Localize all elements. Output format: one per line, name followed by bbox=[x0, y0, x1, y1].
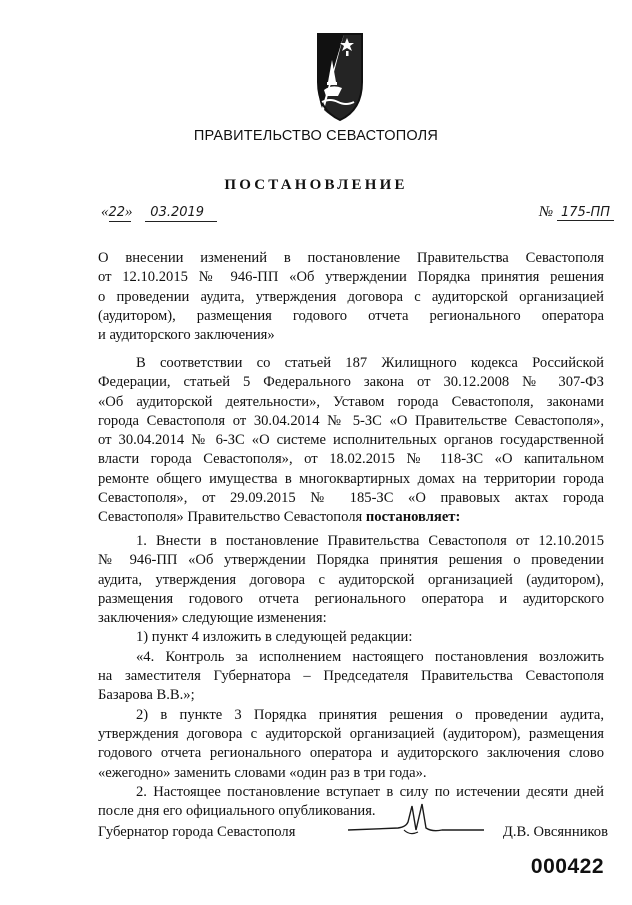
quote-line: на заместителя Губернатора – Председателя Правительства Севастополя bbox=[98, 668, 604, 685]
preamble-line: власти города Севастополя», от 18.02.2015 № 118-ЗС «О капитальном bbox=[98, 451, 604, 468]
subject-line: о проведении аудита, утверждения договора с аудиторской организацией bbox=[98, 288, 604, 305]
government-title: ПРАВИТЕЛЬСТВО СЕВАСТОПОЛЯ bbox=[193, 128, 439, 144]
document-type-heading: ПОСТАНОВЛЕНИЕ bbox=[224, 177, 408, 193]
subitem-1: 1) пункт 4 изложить в следующей редакции: bbox=[136, 629, 413, 646]
date-month-underline bbox=[145, 221, 217, 222]
subitem2-line: годового отчета регионального оператора и аудиторского заключения слово bbox=[98, 745, 604, 762]
preamble-line: от 30.04.2014 № 6-ЗС «О системе исполнительных органов государственной bbox=[98, 432, 604, 449]
document-date bbox=[101, 204, 204, 221]
date-month-year: 03.2019 bbox=[150, 205, 205, 220]
document-subject bbox=[98, 249, 604, 345]
preamble-line: ремонте общего имущества в многоквартирных домах на территории города bbox=[98, 470, 604, 487]
item1-line: № 946-ПП «Об утверждении Порядка принятия решения о проведении bbox=[98, 552, 604, 569]
signatory-position: Губернатор города Севастополя bbox=[98, 824, 296, 840]
preamble-last-line bbox=[98, 508, 604, 527]
item-1 bbox=[98, 532, 604, 821]
date-open-quote: « bbox=[101, 204, 109, 220]
preamble-line: «Об аудиторской деятельности», Уставом города Севастополя, законами bbox=[98, 393, 604, 410]
item1-line: 1. Внести в постановление Правительства Севастополя от 12.10.2015 bbox=[136, 533, 604, 549]
date-close-quote: » bbox=[125, 204, 133, 220]
preamble-text: Севастополя» Правительство Севастополя bbox=[98, 509, 366, 526]
quote-line: «4. Контроль за исполнением настоящего постановления возложить bbox=[136, 648, 604, 665]
subject-line: и аудиторского заключения» bbox=[98, 327, 275, 344]
subitem2-last-line: «ежегодно» заменить словами «один раз в три года». bbox=[98, 764, 427, 781]
quote-last-line: Базарова В.В.»; bbox=[98, 687, 195, 704]
item1-line: размещения годового отчета регионального оператора и аудиторского bbox=[98, 590, 604, 607]
item2-last-line: после дня его официального опубликования. bbox=[98, 803, 376, 820]
item2-line: 2. Настоящее постановление вступает в силу по истечении десяти дней bbox=[136, 783, 604, 800]
preamble-line: Севастополя», от 29.09.2015 № 185-ЗС «О правовых актах города bbox=[98, 490, 604, 507]
number-value: 175-ПП bbox=[557, 205, 614, 221]
subject-line: (аудитором), размещения годового отчета регионального оператора bbox=[98, 307, 604, 324]
document-number bbox=[539, 204, 614, 221]
date-day: 22 bbox=[108, 205, 126, 220]
subject-line: от 12.10.2015 № 946-ПП «Об утверждении Порядка принятия решения bbox=[98, 269, 604, 286]
preamble-line: города Севастополя от 30.04.2014 № 5-ЗС «О Правительстве Севастополя», bbox=[98, 412, 604, 429]
sevastopol-coat-of-arms-icon bbox=[314, 30, 366, 122]
subitem2-line: утверждения договора с аудиторской организацией (аудитором), размещения bbox=[98, 725, 604, 742]
preamble-line: В соответствии со статьей 187 Жилищного кодекса Российской bbox=[136, 355, 604, 371]
handwritten-signature bbox=[346, 800, 486, 842]
date-day-underline bbox=[109, 221, 131, 222]
item1-line: аудита, утверждения договора с аудиторской организацией (аудитором), bbox=[98, 571, 604, 588]
preamble-line: Федерации, статьей 5 Федерального закона от 30.12.2008 № 307-ФЗ bbox=[98, 374, 604, 391]
signatory-name: Д.В. Овсянников bbox=[502, 824, 608, 840]
serial-number: 000422 bbox=[530, 855, 604, 878]
resolution-word: постановляет: bbox=[365, 509, 461, 526]
subitem2-line: 2) в пункте 3 Порядка принятия решения о проведении аудита, bbox=[136, 706, 604, 723]
item1-last-line: заключения» следующие изменения: bbox=[98, 610, 327, 627]
subject-line: О внесении изменений в постановление Правительства Севастополя bbox=[98, 250, 604, 266]
preamble bbox=[98, 354, 604, 528]
number-prefix: № bbox=[539, 204, 554, 220]
